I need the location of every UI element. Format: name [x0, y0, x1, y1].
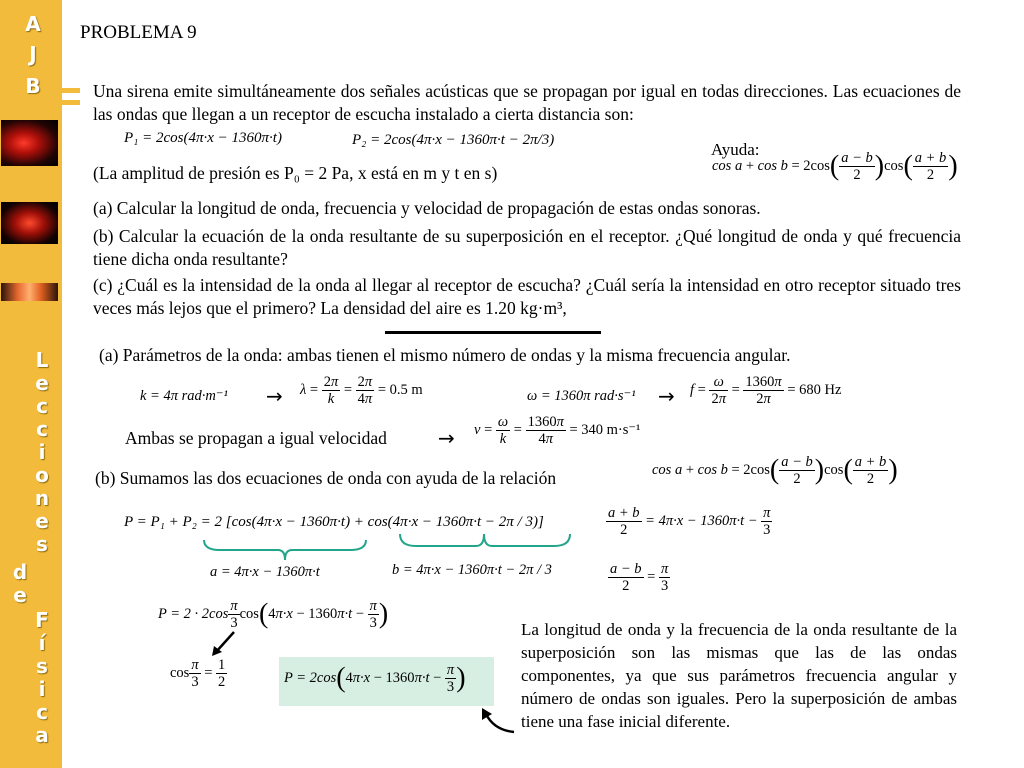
sidebar-letter: L [35, 348, 49, 372]
question-c: (c) ¿Cuál es la intensidad de la onda al llegar al receptor de escucha? ¿Cuál sería la intensidad en otro receptor situado tres veces más lejos que el primero? La densidad del aire es 1.20 kg·m³, [93, 275, 961, 318]
sidebar-letter: c [36, 700, 48, 724]
help-label: Ayuda: [711, 140, 760, 159]
wavelength-result: = 0.5 m [377, 381, 423, 398]
solution-a: (a) Parámetros de la onda: ambas tienen el mismo número de ondas y la misma frecuencia angular. [99, 345, 791, 365]
sidebar-letter: o [35, 463, 49, 487]
b-definition: b = 4π·x − 1360π·t − 2π / 3 [392, 562, 552, 578]
p-step-label: P = 2 · 2cos [158, 605, 229, 622]
sidebar-letter: c [36, 394, 48, 418]
spectrum-photo [1, 283, 58, 301]
sidebar-letter: F [35, 608, 49, 632]
angular-frequency-eq: ω = 1360π rad·s⁻¹ [527, 388, 636, 404]
frequency-result: = 680 Hz [787, 381, 842, 398]
sidebar-letter: s [36, 532, 48, 556]
sidebar-letter: B [25, 74, 41, 98]
arrow-right-icon: → [438, 426, 455, 450]
amplitude-note: (La amplitud de presión es P₀ = 2 Pa, x está en m y t en s) [93, 163, 498, 183]
sum-equation: P = P₁ + P₂ = 2 [cos(4π·x − 1360π·t) + cos(4π·x − 1360π·t − 2π / 3)] [124, 514, 544, 530]
half-diff-eq: $\frac{a - b}{2}$ = $\frac{\pi}{3}$ [610, 561, 669, 594]
sidebar-letter: e [35, 509, 49, 533]
wavelength-eq: λ = $\frac{2\pi}{k}$ = $\frac{2\pi}{4\pi}$ = 0.5 m [300, 374, 423, 407]
question-a: (a) Calcular la longitud de onda, frecuencia y velocidad de propagación de estas ondas sonoras. [93, 198, 761, 218]
sum-identity: cos a + cos b = 2cos( $\frac{a - b}{2}$ )cos( $\frac{a + b}{2}$ ) [652, 454, 898, 487]
sidebar [0, 0, 62, 768]
final-equation: P = 2cos(4π·x − 1360π·t − $\frac{\pi}{3}$ ) [284, 662, 466, 695]
brace-a [200, 538, 370, 562]
equation-p1: P₁ = 2cos(4π·x − 1360π·t) [124, 130, 282, 146]
arrow-right-icon: → [658, 384, 675, 408]
sidebar-letter: i [38, 440, 46, 464]
p-step-eq: P = 2 · 2cos $\frac{\pi}{3}$ cos(4π·x − 1360π·t − $\frac{\pi}{3}$ ) [158, 598, 389, 631]
question-b: (b) Calcular la ecuación de la onda resultante de su superposición en el receptor. ¿Qué longitud de onda y qué frecuencia tiene dicha onda resultante? [93, 226, 961, 269]
velocity-eq: v = $\frac{\omega}{k}$ = $\frac{1360\pi}{4\pi}$ = 340 m·s⁻¹ [474, 414, 641, 447]
wave-number-eq: k = 4π rad·m⁻¹ [140, 388, 228, 404]
cos-pi-third-eq: cos $\frac{\pi}{3}$ = $\frac{1}{2}$ [170, 657, 226, 690]
frequency-eq: f = $\frac{\omega}{2\pi}$ = $\frac{1360\pi}{2\pi}$ = 680 Hz [690, 374, 842, 407]
velocity-result: = 340 m·s⁻¹ [569, 421, 641, 438]
sidebar-letter: d [12, 560, 28, 584]
sidebar-letter: n [34, 486, 50, 510]
sidebar-letter: J [29, 42, 37, 66]
half-sum-result: = 4π·x − 1360π·t − [645, 512, 758, 529]
sidebar-letter: í [38, 631, 46, 655]
sidebar-letter: i [38, 677, 46, 701]
sidebar-letter: c [36, 417, 48, 441]
velocity-text: Ambas se propagan a igual velocidad [125, 428, 387, 448]
half-sum-eq: $\frac{a + b}{2}$ = 4π·x − 1360π·t − $\frac{\pi}{3}$ [608, 505, 771, 538]
final-equation-label: P = 2cos [284, 669, 337, 686]
sidebar-letter: s [36, 654, 48, 678]
sidebar-letter: A [25, 12, 41, 36]
accent-bars [62, 86, 80, 110]
glow-photo [1, 202, 58, 244]
arrow-right-icon: → [266, 384, 283, 408]
arrow-down-left-icon [208, 628, 238, 658]
flame-photo [1, 120, 58, 166]
page-title: PROBLEMA 9 [80, 22, 197, 43]
solution-b: (b) Sumamos las dos ecuaciones de onda con ayuda de la relación [95, 468, 557, 488]
equation-p2: P₂ = 2cos(4π·x − 1360π·t − 2π/3) [352, 132, 555, 148]
sidebar-letter: a [35, 723, 49, 747]
conclusion-paragraph: La longitud de onda y la frecuencia de la onda resultante de la superposición son las mismas que las de las ondas componentes, ya que sus parámetros frecuencia angular y número de ondas son iguales. Pero la superposición de ambas tiene una fase inicial diferente. [521, 620, 957, 731]
help-identity: cos a + cos b = 2cos( $\frac{a - b}{2}$ )cos( $\frac{a + b}{2}$ ) [712, 150, 958, 183]
intro-paragraph: Una sirena emite simultáneamente dos señales acústicas que se propagan por igual en todas direcciones. Las ecuaciones de las ondas que llegan a un receptor de escucha instalado a cierta distancia son: [93, 81, 961, 124]
divider [385, 331, 601, 334]
sidebar-letter: e [35, 371, 49, 395]
brace-b [396, 532, 576, 556]
sidebar-letter: e [13, 583, 27, 607]
curved-arrow-icon [478, 708, 518, 738]
a-definition: a = 4π·x − 1360π·t [210, 564, 320, 580]
